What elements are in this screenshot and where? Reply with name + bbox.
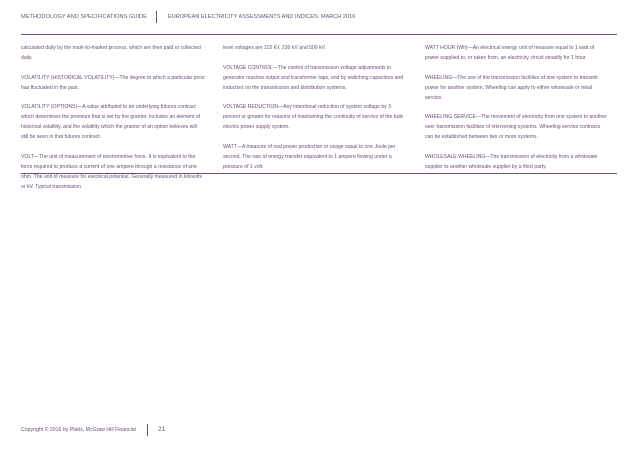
paragraph: VOLATILITY (OPTIONS)—A value attributed to an underlying futures contract which determines the premium that is set by the grantor. Includes an element of historical volatility, and the volatility which the grantor of an option believes will still be seen in that futures contract. — [21, 104, 201, 141]
page-header — [21, 14, 617, 26]
header-rule — [21, 34, 617, 35]
paragraph: WATT HOUR (Wh)—An electrical energy unit of measure equal to 1 watt of power supplied to, or taken from, an electricity circuit steadily for 1 hour. — [425, 45, 595, 61]
paragraph: WHEELING SERVICE—The movement of electricity from one system to another over transmission facilities of intervening systems. Wheeling service contracts can be established between two or more systems. — [425, 114, 607, 141]
text-column-3 — [425, 44, 609, 183]
paragraph: VOLTAGE REDUCTION—Any intentional reduction of system voltage by 3 percent or greater for reasons of maintaining the continuity of service of the bulk electric power supply system. — [223, 104, 404, 131]
content-end-rule — [21, 173, 617, 174]
paragraph: WHEELING—The use of the transmission facilities of one system to transmit power for another system. Wheeling can apply to either wholesale or retail service. — [425, 74, 598, 101]
text-column-1 — [21, 44, 205, 202]
paragraph: VOLT—The unit of measurement of electromotive force. It is equivalent to the force required to produce a current of one ampere through a resistance of one ohm. The unit of measure for electrical potential. Generally measured in kilovolts or kV. Typical transmission — [21, 153, 203, 190]
paragraph: WATT—A measure of real power production or usage equal to one Joule per second. The rate of energy transfer equivalent to 1 ampere flowing under a pressure of 1 volt. — [223, 144, 396, 170]
guide-title: METHODOLOGY AND SPECIFICATIONS GUIDE — [21, 14, 147, 20]
footer-separator — [147, 424, 148, 436]
paragraph: level voltages are 115 kV, 230 kV and 500 kV. — [223, 45, 326, 51]
copyright-notice: Copyright © 2016 by Platts, McGraw Hill Financial — [21, 427, 136, 433]
report-title: EUROPEAN ELECTRICITY ASSESSMENTS AND INDICES: MARCH 2016 — [168, 14, 356, 20]
paragraph: WHOLESALE WHEELING—The transmission of electricity from a wholesale supplier to another wholesale supplier by a third party. — [425, 153, 598, 170]
paragraph: calculated daily by the mark-to-market process, which are then paid or collected daily. — [21, 45, 201, 61]
text-column-2 — [223, 44, 407, 183]
page-number: 21 — [158, 426, 166, 433]
header-separator — [156, 11, 157, 23]
paragraph: VOLATILITY (HISTORICAL VOLATILITY)—The degree to which a particular price has fluctuated in the past. — [21, 74, 205, 91]
paragraph: VOLTAGE CONTROL—The control of transmission voltage adjustments in generator reactive output and transformer taps, and by switching capacitors and inductors on the transmission and distribution systems. — [223, 64, 404, 91]
